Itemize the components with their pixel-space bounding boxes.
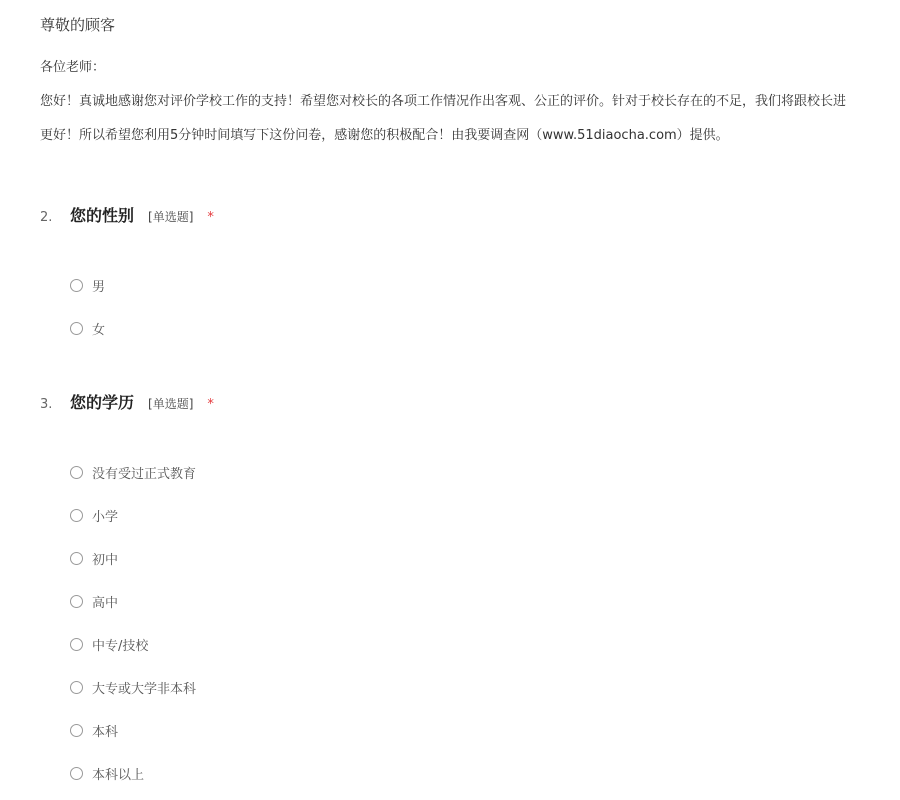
intro-text-line-1: 您好！真诚地感谢您对评价学校工作的支持！希望您对校长的各项工作情况作出客观、公正的评价。针对于校长存在的不足，我们将跟校长进 <box>40 94 847 109</box>
radio-icon[interactable] <box>70 767 83 780</box>
radio-icon[interactable] <box>70 724 83 737</box>
radio-icon[interactable] <box>70 638 83 651</box>
option-education-primary[interactable] <box>70 506 118 525</box>
question-number: 3. <box>40 397 53 412</box>
option-label: 本科 <box>92 725 119 740</box>
option-education-college[interactable] <box>70 678 196 697</box>
option-education-none[interactable] <box>70 463 196 482</box>
required-marker: * <box>207 210 214 225</box>
option-label: 没有受过正式教育 <box>92 467 197 482</box>
question-header-education <box>40 390 214 413</box>
option-label: 中专/技校 <box>92 639 149 654</box>
question-title: 您的学历 <box>70 393 135 412</box>
radio-icon[interactable] <box>70 279 83 292</box>
option-gender-male[interactable] <box>70 276 105 295</box>
option-education-vocational[interactable] <box>70 635 148 654</box>
question-number: 2. <box>40 210 53 225</box>
option-gender-female[interactable] <box>70 319 105 338</box>
question-header-gender <box>40 203 214 226</box>
option-label: 男 <box>92 280 106 295</box>
required-marker: * <box>207 397 214 412</box>
radio-icon[interactable] <box>70 552 83 565</box>
question-type: [单选题] <box>148 210 194 224</box>
option-education-above-bachelor[interactable] <box>70 764 144 783</box>
question-type: [单选题] <box>148 397 194 411</box>
radio-icon[interactable] <box>70 681 83 694</box>
intro-text-line-2: 更好！所以希望您利用5分钟时间填写下这份问卷，感谢您的积极配合！由我要调查网（www.51diaocha.com）提供。 <box>40 128 729 143</box>
option-education-high-school[interactable] <box>70 592 118 611</box>
option-label: 高中 <box>92 596 119 611</box>
question-title: 您的性别 <box>70 206 135 225</box>
option-education-bachelor[interactable] <box>70 721 118 740</box>
option-label: 大专或大学非本科 <box>92 682 197 697</box>
radio-icon[interactable] <box>70 509 83 522</box>
option-education-junior-high[interactable] <box>70 549 118 568</box>
option-label: 本科以上 <box>92 768 145 783</box>
radio-icon[interactable] <box>70 466 83 479</box>
greeting-title: 尊敬的顾客 <box>40 16 116 34</box>
radio-icon[interactable] <box>70 322 83 335</box>
option-label: 初中 <box>92 553 119 568</box>
salutation: 各位老师： <box>40 60 106 75</box>
radio-icon[interactable] <box>70 595 83 608</box>
option-label: 女 <box>92 323 106 338</box>
option-label: 小学 <box>92 510 119 525</box>
